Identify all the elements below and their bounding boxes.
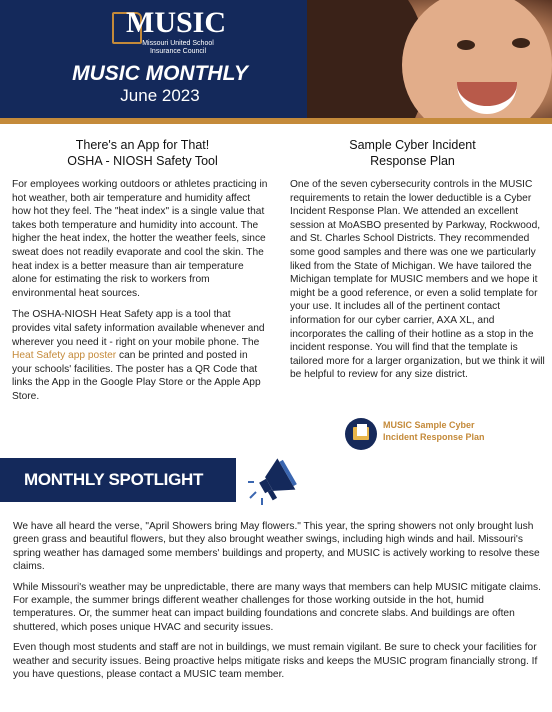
left-paragraph-2 bbox=[12, 308, 270, 403]
left-column bbox=[12, 178, 270, 412]
spotlight-title: MONTHLY SPOTLIGHT bbox=[24, 470, 204, 489]
left-paragraph-1: For employees working outdoors or athletes practicing in hot weather, both air temperature and humidity affect how hot they feel. The "heat index" is a single value that takes both temperature and humidity into account. The higher the heat index, the hotter the weather feels, since sweat does not readily evaporate and cool the skin. The heat index is a better measure than air temperature alone for estimating the risk to workers from environmental heat sources. bbox=[12, 179, 268, 299]
right-heading bbox=[290, 137, 535, 169]
cyber-plan-link-line2: Incident Response Plan bbox=[383, 432, 485, 442]
left-paragraph-2-start: The OSHA-NIOSH Heat Safety app is a tool that provides vital safety information available whenever and wherever you need it - right on your mobile phone. The bbox=[12, 309, 265, 348]
left-paragraph-2-end: can be printed and posted in your schools' facilities. The poster has a QR Code that links the App in the Google Play Store or the Apple App Store. bbox=[12, 350, 261, 402]
photo-eye-left bbox=[457, 40, 475, 50]
newsletter-date: June 2023 bbox=[120, 86, 200, 105]
gold-divider bbox=[0, 118, 552, 124]
spotlight-paragraph-3: Even though most students and staff are not in buildings, we must remain vigilant. Be sure to check your facilities for weather and security issues. Being proactive helps mitigate risks and keeps the MUSIC program financially strong. If you have questions, please contact a MUSIC team member. bbox=[13, 642, 538, 681]
left-heading bbox=[20, 137, 265, 169]
right-heading-line2: Response Plan bbox=[370, 154, 455, 168]
megaphone-icon bbox=[246, 452, 306, 506]
newsletter-title: MUSIC MONTHLY bbox=[72, 62, 248, 85]
right-paragraph-1: One of the seven cybersecurity controls in the MUSIC requirements to retain the lower deductible is a Cyber Incident Response Plan. We attended an excellent session at MoASBO presented by Parkway, Rockwood, and St. Charles School Districts. They recommended some good samples and there was one we particularly liked from the State of Michigan. We have tailored the Michigan template for MUSIC members and we hope it might be a good reference, or even a solid template for your use. It includes all of the pertinent contact information for our cyber carrier, AXA XL, and incorporates the calling of their hotline as a stop in the incident response. You will find that the template is tailored more for a larger organization, but we think it will be helpful to review for any size district. bbox=[290, 179, 545, 381]
header-photo bbox=[307, 0, 552, 118]
left-heading-line2: OSHA - NIOSH Safety Tool bbox=[67, 154, 218, 168]
photo-eye-right bbox=[512, 38, 530, 48]
logo-wordmark: MUSIC bbox=[126, 6, 227, 39]
cyber-plan-link-line1: MUSIC Sample Cyber bbox=[383, 420, 475, 430]
music-logo bbox=[112, 6, 227, 58]
spotlight-paragraph-2: While Missouri's weather may be unpredictable, there are many ways that members can help MUSIC mitigate claims. For example, the summer brings different weather challenges for those working outside in the hot, humid temperatures. Or, the summer heat can impact building foundations and concrete slabs. And buildings are often shuttered, which poses unique HVAC and security issues. bbox=[13, 581, 541, 633]
spotlight-paragraph-1: We have all heard the verse, "April Showers bring May flowers." This year, the spring showers not only brought lush green grass and beautiful flowers, but they also brought weather swings, including high winds and hail. Missouri's spring weather has damaged some members' buildings and property, and MUSIC is actively working to resolve these claims. bbox=[13, 521, 540, 573]
left-heading-line1: There's an App for That! bbox=[75, 138, 210, 152]
right-heading-line1: Sample Cyber Incident bbox=[349, 138, 476, 152]
cyber-plan-link[interactable] bbox=[383, 419, 485, 443]
logo-subtitle: Missouri United School Insurance Council bbox=[142, 40, 214, 55]
heat-safety-poster-link[interactable]: Heat Safety app poster bbox=[12, 350, 117, 362]
right-column bbox=[290, 178, 545, 390]
document-icon bbox=[357, 424, 367, 436]
file-icon[interactable] bbox=[345, 418, 377, 450]
spotlight-body bbox=[13, 520, 541, 688]
